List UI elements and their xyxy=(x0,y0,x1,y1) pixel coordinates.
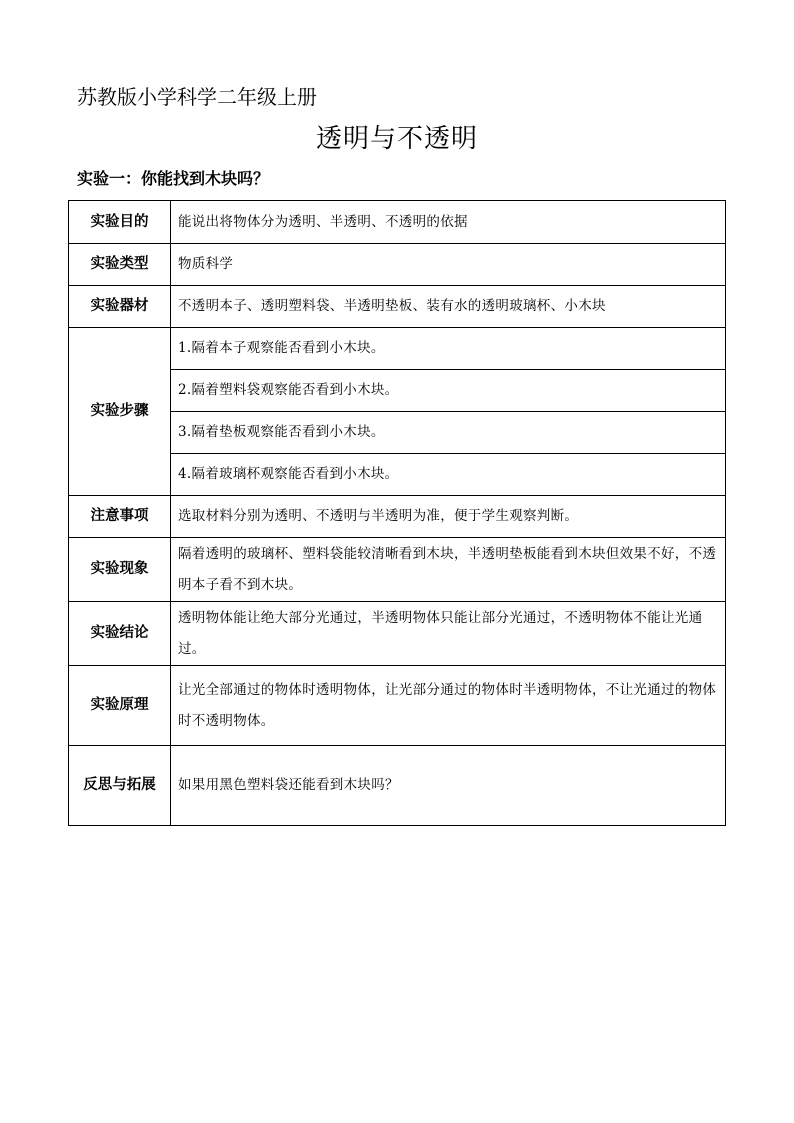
row-label: 实验目的 xyxy=(69,201,171,244)
table-row-conclusion xyxy=(69,602,726,666)
document-header: 苏教版小学科学二年级上册 xyxy=(77,85,317,109)
row-content: 不透明本子、透明塑料袋、半透明垫板、装有水的透明玻璃杯、小木块 xyxy=(171,286,726,328)
step-item: 2.隔着塑料袋观察能否看到小木块。 xyxy=(171,370,726,412)
row-content: 透明物体能让绝大部分光通过，半透明物体只能让部分光通过，不透明物体不能让光通过。 xyxy=(171,602,726,666)
row-label: 注意事项 xyxy=(69,496,171,538)
row-content: 能说出将物体分为透明、半透明、不透明的依据 xyxy=(171,201,726,244)
row-content: 让光全部通过的物体时透明物体，让光部分通过的物体时半透明物体，不让光通过的物体时不透明物体。 xyxy=(171,666,726,746)
table-row-purpose xyxy=(69,201,726,244)
row-label: 实验现象 xyxy=(69,538,171,602)
row-content: 选取材料分别为透明、不透明与半透明为准，便于学生观察判断。 xyxy=(171,496,726,538)
row-label: 实验步骤 xyxy=(69,328,171,496)
experiment-subtitle: 实验一：你能找到木块吗？ xyxy=(77,169,270,188)
row-content: 物质科学 xyxy=(171,244,726,286)
table-row-steps xyxy=(69,328,726,370)
step-item: 1.隔着本子观察能否看到小木块。 xyxy=(171,328,726,370)
row-label: 实验器材 xyxy=(69,286,171,328)
row-label: 实验结论 xyxy=(69,602,171,666)
table-row-type xyxy=(69,244,726,286)
row-label: 反思与拓展 xyxy=(69,746,171,826)
row-label: 实验类型 xyxy=(69,244,171,286)
row-content: 如果用黑色塑料袋还能看到木块吗？ xyxy=(171,746,726,826)
row-content: 隔着透明的玻璃杯、塑料袋能较清晰看到木块，半透明垫板能看到木块但效果不好，不透明本子看不到木块。 xyxy=(171,538,726,602)
page-title: 透明与不透明 xyxy=(315,124,478,154)
experiment-table xyxy=(68,200,726,826)
step-item: 4.隔着玻璃杯观察能否看到小木块。 xyxy=(171,454,726,496)
step-item: 3.隔着垫板观察能否看到小木块。 xyxy=(171,412,726,454)
row-label: 实验原理 xyxy=(69,666,171,746)
table-row-notes xyxy=(69,496,726,538)
table-row-phenomenon xyxy=(69,538,726,602)
table-row-principle xyxy=(69,666,726,746)
table-row-materials xyxy=(69,286,726,328)
table-row-reflection xyxy=(69,746,726,826)
